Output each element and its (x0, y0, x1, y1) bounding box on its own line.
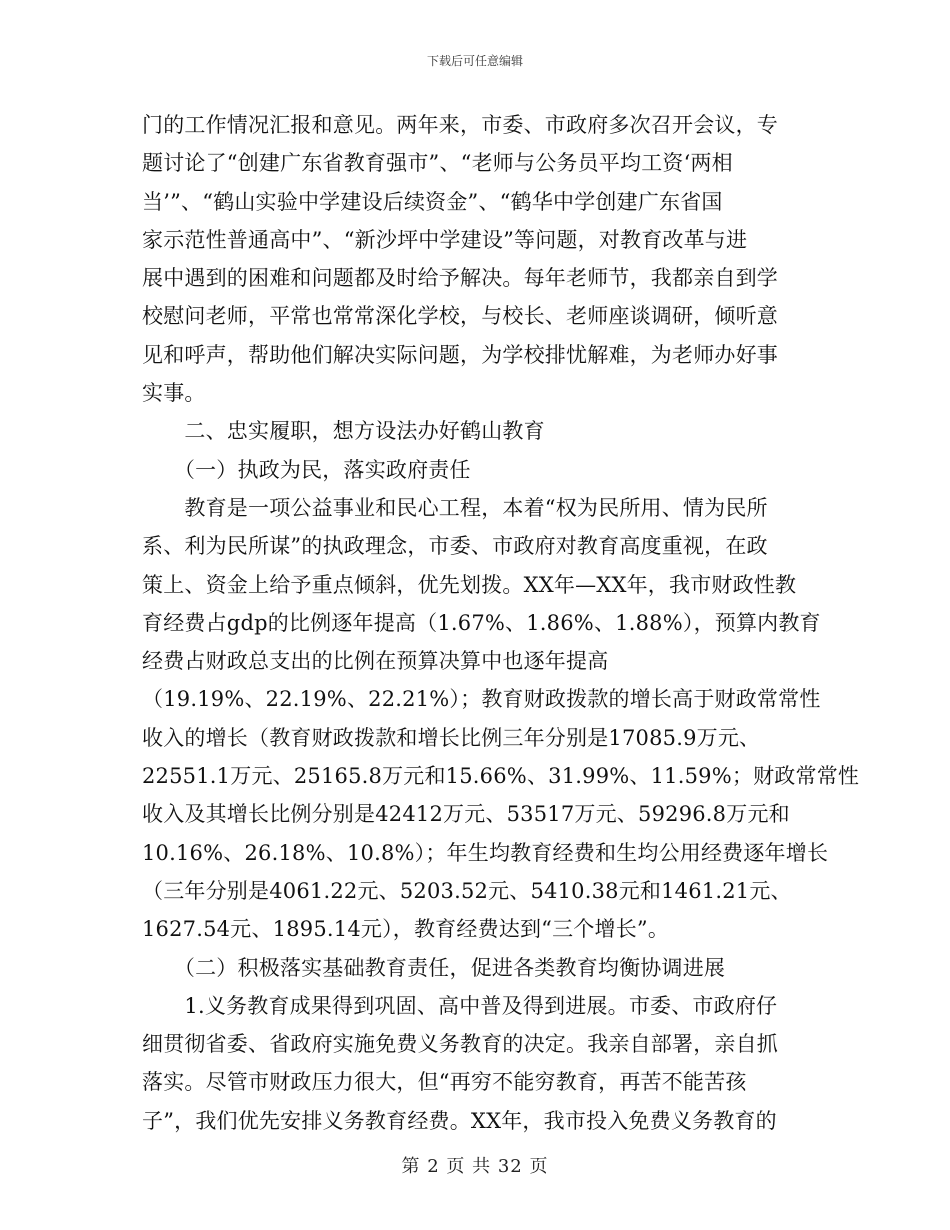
text-line: 家示范性普通高中”、“新沙坪中学建设”等问题，对教育改革与进 (142, 227, 748, 252)
text-line: 落实。尽管市财政压力很大，但“再穷不能穷教育，再苦不能苦孩 (142, 1070, 747, 1095)
document-body (142, 106, 860, 1140)
text-line: 门的工作情况汇报和意见。两年来，市委、市政府多次召开会议，专 (142, 113, 778, 137)
text-line: 策上、资金上给予重点倾斜，优先划拨。XX年—XX年，我市财政性教 (142, 572, 797, 597)
text-line: 收入及其增长比例分别是42412万元、53517万元、59296.8万元和 (142, 802, 790, 827)
text-line: 题讨论了“创建广东省教育强市”、“老师与公务员平均工资‘两相 (142, 151, 733, 176)
subsection-heading: （二）积极落实基础教育责任，促进各类教育均衡协调进展 (142, 955, 726, 980)
text-line: 见和呼声，帮助他们解决实际问题，为学校排忧解难，为老师办好事 (142, 342, 778, 367)
text-line: 10.16%、26.18%、10.8%）；年生均教育经费和生均公用经费逐年增长 (142, 840, 829, 865)
text-line: 校慰问老师，平常也常常深化学校，与校长、老师座谈调研，倾听意 (142, 304, 778, 329)
text-line: 育经费占gdp的比例逐年提高（1.67%、1.86%、1.88%），预算内教育 (142, 610, 821, 635)
text-line: 子”，我们优先安排义务教育经费。XX年，我市投入免费义务教育的 (142, 1108, 777, 1133)
page-footer: 第 2 页 共 32 页 (401, 1156, 549, 1177)
page-header: 下载后可任意编辑 (426, 54, 523, 68)
section-heading: 二、忠实履职，想方设法办好鹤山教育 (142, 419, 545, 444)
subsection-heading: （一）执政为民，落实政府责任 (142, 457, 471, 482)
text-line: 经费占财政总支出的比例在预算决算中也逐年提高 (142, 649, 609, 674)
text-line: 收入的增长（教育财政拨款和增长比例三年分别是17085.9万元、 (142, 725, 761, 750)
text-line: 1627.54元、1895.14元），教育经费达到“三个增长”。 (142, 917, 670, 942)
text-line: 系、利为民所谋”的执政理念，市委、市政府对教育高度重视，在政 (142, 534, 768, 559)
text-line: 实事。 (142, 381, 206, 406)
text-line: 当’”、“鹤山实验中学建设后续资金”、“鹤华中学创建广东省国 (142, 189, 723, 214)
text-line: 细贯彻省委、省政府实施免费义务教育的决定。我亲自部署，亲自抓 (142, 1032, 778, 1057)
text-line: （19.19%、22.19%、22.21%）；教育财政拨款的增长高于财政常常性 (142, 687, 821, 712)
text-line: 展中遇到的困难和问题都及时给予解决。每年老师节，我都亲自到学 (142, 266, 778, 291)
text-line: （三年分别是4061.22元、5203.52元、5410.38元和1461.21元、 (142, 878, 792, 903)
text-line: 教育是一项公益事业和民心工程，本着“权为民所用、情为民所 (142, 495, 768, 520)
text-line: 22551.1万元、25165.8万元和15.66%、31.99%、11.59%；财政常常性 (142, 764, 860, 789)
text-line: 1.义务教育成果得到巩固、高中普及得到进展。市委、市政府仔 (142, 993, 778, 1018)
